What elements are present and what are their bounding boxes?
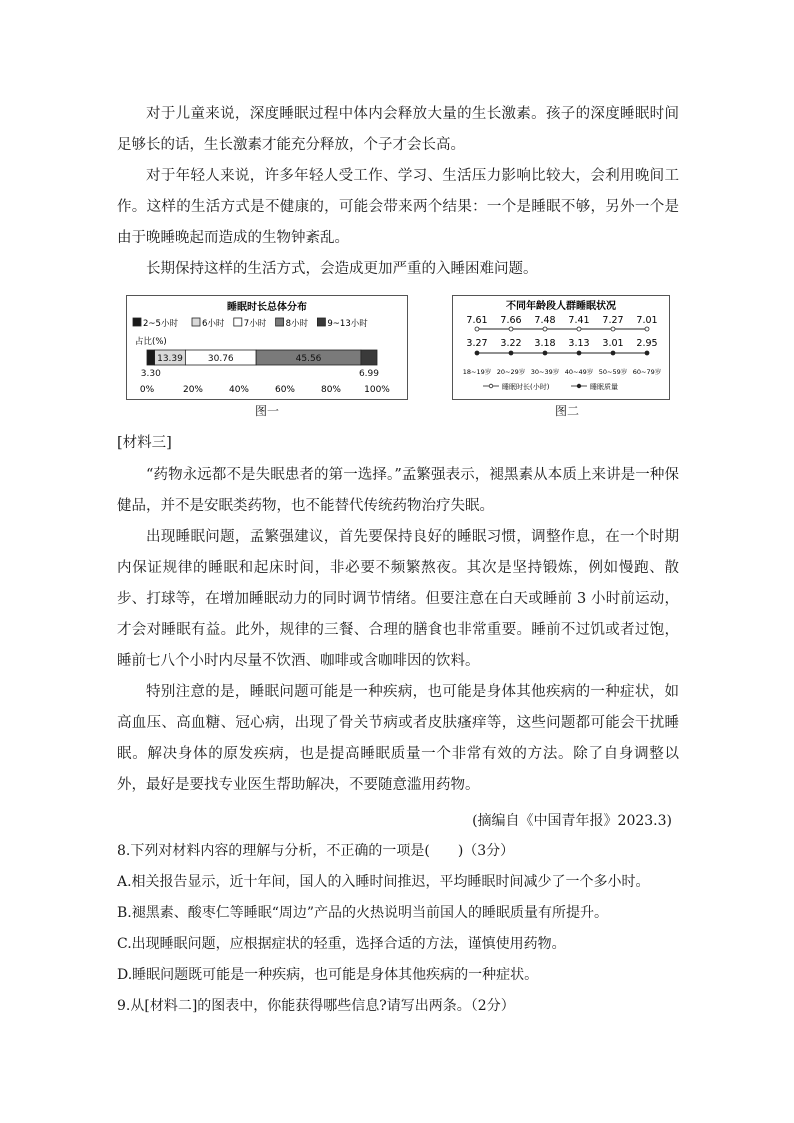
- chart2-data-label: 7.27: [602, 315, 624, 326]
- chart2-data-label: 3.01: [602, 338, 624, 349]
- chart-age-groups: [452, 295, 670, 400]
- chart1-data-label: 13.39: [157, 354, 183, 364]
- chart2-legend-label: 睡眠质量: [590, 383, 618, 391]
- chart2-point: [475, 327, 479, 331]
- chart2-data-label: 7.61: [466, 315, 488, 326]
- chart2-data-label: 7.66: [500, 315, 522, 326]
- chart2-data-label: 3.22: [500, 338, 522, 349]
- chart1-x-tick: 40%: [228, 385, 250, 395]
- chart2-point: [509, 351, 513, 355]
- chart2-point: [577, 327, 581, 331]
- chart2-category-label: 50~59岁: [598, 368, 628, 376]
- chart1-legend-label: 7小时: [243, 319, 267, 329]
- chart2-category-label: 30~39岁: [530, 368, 560, 376]
- chart1-ylabel: 占比(%): [135, 337, 167, 347]
- paragraph-long-term: 长期保持这样的生活方式，会造成更加严重的入睡困难问题。: [146, 261, 538, 277]
- paragraph-young-people: 对于年轻人来说，许多年轻人受工作、学习、生活压力影响比较大，会利用晚间工作。这样的生活方式是不健康的，可能会带来两个结果：一个是睡眠不够，另外一个是由于晚睡晚起而造成的生物钟紊乱。: [117, 168, 679, 246]
- chart1-x-tick: 20%: [182, 385, 204, 395]
- chart2-legend-marker: [489, 384, 493, 388]
- chart2-data-label: 3.18: [534, 338, 556, 349]
- chart2-data-label: 7.01: [636, 315, 658, 326]
- question-8: 8.下列对材料内容的理解与分析，不正确的一项是( )（3分）: [117, 843, 515, 859]
- chart2-point: [509, 327, 513, 331]
- chart2-point: [611, 351, 615, 355]
- chart1-legend-swatch: [234, 318, 242, 326]
- paragraph-medication: “药物永远都不是失眠患者的第一选择。”孟繁强表示，褪黑素从本质上来讲是一种保健品，并不是安眠类药物，也不能替代传统药物治疗失眠。: [117, 467, 679, 514]
- chart1-legend-swatch: [133, 318, 141, 326]
- chart1-data-label: 30.76: [207, 354, 234, 364]
- chart2-data-label: 7.48: [534, 315, 556, 326]
- chart-sleep-duration: [126, 295, 408, 400]
- chart2-data-label: 3.13: [568, 338, 590, 349]
- option-c: C.出现睡眠问题，应根据症状的轻重，选择合适的方法，谨慎使用药物。: [117, 936, 566, 952]
- chart2-category-label: 18~19岁: [462, 368, 492, 376]
- source-citation: (摘编自《中国青年报》2023.3): [472, 813, 672, 829]
- chart2-category-label: 20~29岁: [496, 368, 526, 376]
- option-a: A.相关报告显示，近十年间，国人的入睡时间推迟，平均睡眠时间减少了一个多小时。: [117, 874, 650, 890]
- chart2-data-label: 3.27: [466, 338, 488, 349]
- figure-1-caption: 图一: [255, 404, 280, 418]
- question-9: 9.从[材料二]的图表中，你能获得哪些信息?请写出两条。（2分）: [117, 998, 515, 1014]
- figure-2-caption: 图二: [555, 404, 580, 418]
- chart1-legend-label: 2~5小时: [143, 319, 178, 329]
- chart1-legend-swatch: [192, 318, 200, 326]
- chart2-legend-label: 睡眠时长(小时): [502, 383, 550, 391]
- chart2-point: [543, 351, 547, 355]
- chart1-legend-swatch: [317, 318, 325, 326]
- chart2-data-label: 7.41: [568, 315, 590, 326]
- chart1-legend-label: 8小时: [285, 319, 309, 329]
- paragraph-children-sleep: 对于儿童来说，深度睡眠过程中体内会释放大量的生长激素。孩子的深度睡眠时间足够长的话，生长激素才能充分释放，个子才会长高。: [117, 106, 679, 153]
- chart1-x-tick: 80%: [320, 385, 342, 395]
- chart2-point: [577, 351, 581, 355]
- chart2-point: [611, 327, 615, 331]
- paragraph-disease: 特别注意的是，睡眠问题可能是一种疾病，也可能是身体其他疾病的一种症状，如高血压、高血糖、冠心病，出现了骨关节病或者皮肤瘙痒等，这些问题都可能会干扰睡眠。解决身体的原发疾病，也是提高睡眠质量一个非常有效的方法。除了自身调整以外，最好是要找专业医生帮助解决，不要随意滥用药物。: [117, 684, 679, 793]
- chart2-point: [543, 327, 547, 331]
- chart2-category-label: 40~49岁: [564, 368, 594, 376]
- chart2-category-label: 60~79岁: [632, 368, 662, 376]
- chart1-title: 睡眠时长总体分布: [227, 302, 307, 313]
- chart1-legend-label: 9~13小时: [327, 319, 368, 329]
- section-label-material-3: [材料三]: [117, 435, 172, 451]
- option-b: B.褪黑素、酸枣仁等睡眠“周边”产品的火热说明当前国人的睡眠质量有所提升。: [117, 905, 609, 921]
- chart2-data-label: 2.95: [636, 338, 658, 349]
- chart1-x-tick: 60%: [274, 385, 296, 395]
- chart2-legend-marker: [577, 384, 581, 388]
- chart2-point: [475, 351, 479, 355]
- chart1-legend-label: 6小时: [202, 319, 225, 329]
- chart-age-groups-svg: [453, 296, 669, 399]
- chart2-point: [645, 327, 649, 331]
- chart1-legend-swatch: [276, 318, 284, 326]
- chart-sleep-duration-svg: [127, 296, 407, 399]
- chart1-bar-segment: [361, 350, 377, 365]
- chart1-data-label: 6.99: [358, 369, 379, 379]
- chart1-data-label: 3.30: [140, 369, 161, 379]
- chart1-data-label: 45.56: [295, 354, 322, 364]
- option-d: D.睡眠问题既可能是一种疾病，也可能是身体其他疾病的一种症状。: [117, 967, 539, 983]
- chart1-x-tick: 100%: [364, 385, 390, 395]
- paragraph-advice: 出现睡眠问题，孟繁强建议，首先要保持良好的睡眠习惯，调整作息，在一个时期内保证规律的睡眠和起床时间，非必要不频繁熬夜。其次是坚持锻炼，例如慢跑、散步、打球等，在增加睡眠动力的同时调节情绪。但要注意在白天或睡前 3 小时前运动，才会对睡眠有益。此外，规律的三餐、合理的膳食也非常重要。睡前不过饥或者过饱，睡前七八个小时内尽量不饮酒、咖啡或含咖啡因的饮料。: [117, 529, 679, 669]
- chart2-title: 不同年龄段人群睡眠状况: [506, 301, 616, 312]
- chart1-x-tick: 0%: [139, 385, 155, 395]
- chart1-bar-segment: [147, 350, 155, 365]
- chart2-point: [645, 351, 649, 355]
